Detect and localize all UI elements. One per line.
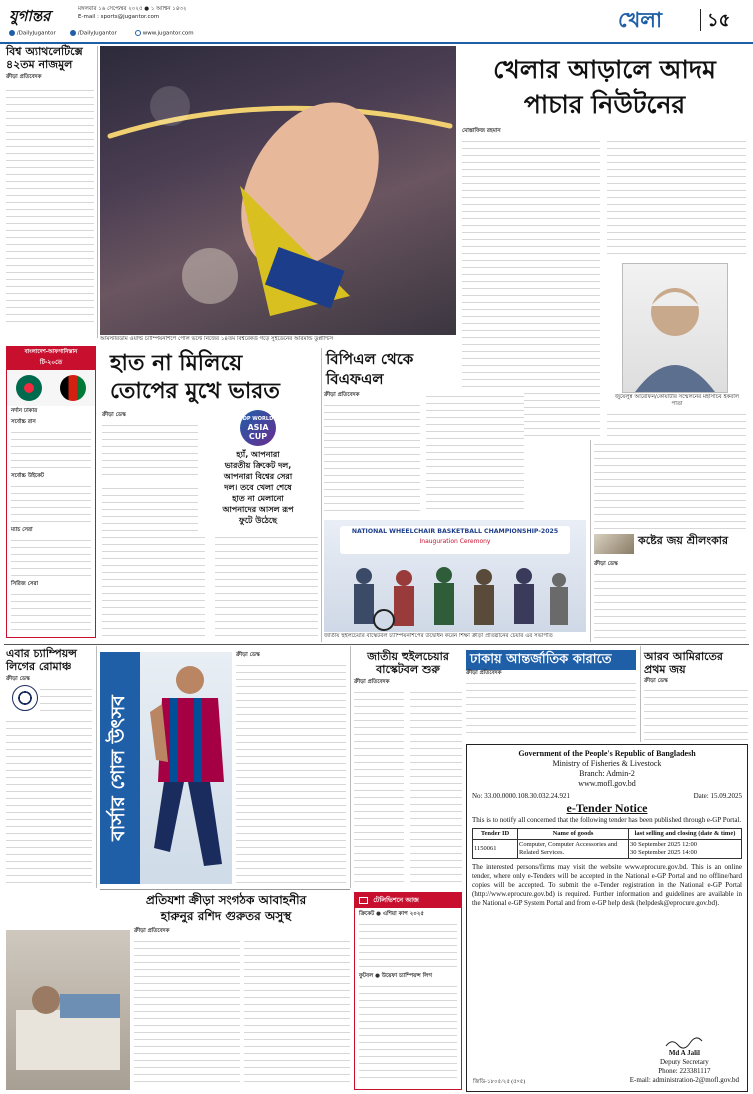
t20-box-subheader: নর্দান ঢাকার <box>11 408 38 414</box>
col-rule-2 <box>321 348 322 642</box>
tv-box-header <box>355 893 461 908</box>
tender-sign-name: Md A Jalil <box>668 1049 700 1057</box>
tender-notice <box>466 744 748 1092</box>
top-story-portrait-caption: জুয়েলুন্ন আরেফিন/কোয়ার্টার সম্মেলনের মহাসচিব ইকবাল পাতা <box>615 394 739 407</box>
tender-memo-date: Date: 15.09.2025 <box>693 792 742 800</box>
tv-item-1-text <box>359 920 457 970</box>
wheelchair-story <box>354 650 462 890</box>
barca-vertical-title: বার্সার গোল উৎসব <box>107 695 129 841</box>
facebook-icon <box>9 30 15 36</box>
tender-cell-dates <box>629 840 742 859</box>
top-story-byline: মোস্তাফিজ রহমান <box>462 128 501 134</box>
emirates-text <box>644 686 748 740</box>
harun-headline-1: প্রতিযশা ক্রীড়া সংগঠক আবাহনীর <box>145 893 307 907</box>
ucl-story <box>6 647 92 887</box>
bpl-byline: ক্রীড়া প্রতিবেদক <box>324 392 360 398</box>
footballer-illustration <box>140 652 232 884</box>
page-number: ১৫ <box>707 10 731 31</box>
tender-sign-title: Deputy Secretary <box>659 1058 709 1066</box>
barca-byline: ক্রীড়া ডেস্ক <box>236 652 260 658</box>
tv-box <box>354 892 462 1090</box>
tender-sign-phone: Phone: 223381117 <box>658 1067 711 1075</box>
afghanistan-flag-icon <box>60 375 86 401</box>
barca-vertical-band <box>100 652 140 884</box>
karate-body <box>466 670 636 738</box>
wheelchair-text <box>354 688 404 888</box>
bpl-body <box>324 392 524 518</box>
table-row <box>473 840 742 859</box>
top-story-portrait <box>622 263 728 393</box>
harun-hospital-photo <box>6 930 130 1090</box>
left-column-title: বিশ্ব অ্যাথলেটিক্সে ৪২তম নাজমুল <box>6 45 83 71</box>
tender-footer-code: জিডি-১৮০৫/২৫ (৫×৫) <box>473 1079 526 1085</box>
asia-cup-quote-line2: ভারতীয় ক্রিকেট দল, <box>224 461 292 470</box>
tender-sign-email: E-mail: administration-2@mofl.gov.bd <box>629 1076 739 1084</box>
asia-cup-quote-line1: হ্যাঁ, আপনারা <box>236 450 280 459</box>
wheelchair-ceremony-photo <box>324 520 586 632</box>
lanka-story <box>594 534 746 640</box>
lanka-byline: ক্রীড়া ডেস্ক <box>594 561 618 567</box>
top-story-headline-1: খেলার আড়ালে আদম <box>493 55 716 84</box>
tender-title: e-Tender Notice <box>566 801 648 815</box>
karate-headline: ঢাকায় আন্তর্জাতিক কারাতে <box>466 650 636 670</box>
ceremony-people <box>324 520 586 632</box>
tender-table-header <box>473 829 742 840</box>
col-rule-6 <box>640 646 641 742</box>
asia-cup-quote-line6: আপনাদের আসল রূপ <box>222 505 294 514</box>
tender-cell-closing: 30 September 2025 14:00 <box>630 849 697 856</box>
emirates-byline: ক্রীড়া ডেস্ক <box>644 678 668 684</box>
karate-text <box>466 679 636 735</box>
tender-gov-line2: Ministry of Fisheries & Livestock <box>552 759 662 768</box>
ucl-byline: ক্রীড়া ডেস্ক <box>6 676 30 682</box>
t20-stat-label-4: সিরিজ সেরা <box>11 581 39 587</box>
ceremony-banner-title: NATIONAL WHEELCHAIR BASKETBALL CHAMPIONSHIP-2025 <box>351 528 559 535</box>
lanka-headline: কষ্টের জয় শ্রীলংকার <box>638 534 729 547</box>
col-rule-1 <box>97 46 98 338</box>
emirates-story <box>644 650 748 742</box>
col-rule-5 <box>350 646 351 888</box>
champions-league-logo-icon <box>12 685 38 711</box>
tender-memo-no: No: 33.00.0000.108.30.032.24.921 <box>472 792 570 800</box>
harun-text-1 <box>134 937 240 1087</box>
tender-cell-goods: Computer, Computer Accessories and Related Services. <box>518 840 629 859</box>
tender-gov-line1: Government of the People's Republic of Bangladesh <box>518 749 696 758</box>
masthead-dateline: মঙ্গলবার ১৬ সেপ্টেম্বর ২০২৫ ● ১ আশ্বিন ১৪৩২ <box>78 6 187 12</box>
tender-th-dates: last selling and closing (date & time) <box>629 829 742 840</box>
tv-item-2-text <box>359 982 457 1078</box>
ceremony-banner-sub: Inauguration Ceremony <box>419 538 491 545</box>
asia-cup-logo <box>240 410 276 446</box>
asia-cup-byline: ক্রীড়া ডেস্ক <box>102 412 126 418</box>
tender-memo-row <box>472 791 742 801</box>
asia-cup-quote-line7: ফুটে উঠেছে <box>239 516 277 525</box>
lanka-text <box>594 570 746 640</box>
globe-icon <box>135 30 141 36</box>
t20-stat-body-1 <box>11 428 91 472</box>
tv-item-2: ফুটবল ● উয়েফা চ্যাম্পিয়ন্স লিগ <box>359 973 432 979</box>
asia-cup-quote-box <box>198 410 318 534</box>
bpl-headline-2: বিএফএল <box>326 370 384 388</box>
emirates-headline: আরব আমিরাতের প্রথম জয় <box>644 650 723 676</box>
masthead <box>0 0 753 42</box>
top-story-continued <box>594 440 746 530</box>
t20-box-label: বাংলাদেশ-আফগানিস্তান <box>24 349 78 355</box>
asia-cup-text-left <box>102 484 205 640</box>
asia-cup-logo-line3: CUP <box>248 432 268 441</box>
social-fb-label: /DailyJugantor <box>16 30 56 37</box>
pole-vault-illustration <box>100 46 456 335</box>
ucl-text <box>40 685 92 713</box>
t20-stat-label-1: সর্বোচ্চ রান <box>11 419 36 425</box>
bpl-text-1 <box>324 401 420 515</box>
t20-box-header <box>7 347 95 370</box>
ucl-text-2 <box>6 717 92 885</box>
harun-text-2 <box>244 937 350 1087</box>
tender-gov-line3: Branch: Admin-2 <box>579 769 635 778</box>
asia-cup-headline: হাত না মিলিয়ে তোপের মুখে ভারত <box>110 351 280 404</box>
asia-cup-quote-line3: আপনারা বিশ্বের সেরা <box>223 472 293 481</box>
section-divider <box>700 9 701 31</box>
tender-th-goods: Name of goods <box>518 829 629 840</box>
bpl-headline-1: বিপিএল থেকে <box>326 350 414 368</box>
wheelchair-text-2 <box>410 688 462 888</box>
col-rule-3 <box>590 440 591 642</box>
t20-box <box>6 346 96 638</box>
t20-stat-body-3 <box>11 536 91 580</box>
tender-th-id: Tender ID <box>473 829 518 840</box>
top-story-text-col2b <box>607 410 746 438</box>
t20-box-flags <box>7 370 95 406</box>
tender-cell-id: 1150061 <box>473 840 518 859</box>
tender-body: The interested persons/firms may visit the website www.eprocure.gov.bd. This is an online tender, where only e-Tenders will be accepted in the National e-GP Portal and no offline/hard copies will be accepted. To submit the e-Tender registration in the National e-GP Portal (http://www.eprocure.gov.bd) is required. Further information and guidelines are available in the National e-GP System Portal and from e-GP help desk (helpdesk@eprocure.gov.bd). <box>472 863 742 907</box>
pole-vault-caption: আমস্টারডাম ওয়ার্ল্ড চ্যাম্পিয়নশিপে পোল ভল্টে নিজের ১৪তম বিশ্বরেকর্ড গড়ে সুইডেনের আরমান্ড ডুপ্লান্টিস <box>100 336 334 342</box>
tender-signature <box>630 1037 739 1085</box>
masthead-website <box>135 30 225 38</box>
wheelchair-photo-caption: জাতীয় হুইলচেয়ার বাস্কেটবল চ্যাম্পিয়নশিপের উদ্বোধন করেন শিক্ষা ক্রীড়া প্রতিষ্ঠানের চেয়ার এর সভাপতি <box>324 633 553 639</box>
social-tw-label: /DailyJugantor <box>77 30 117 37</box>
tender-table <box>472 828 742 859</box>
pole-vault-photo <box>100 46 456 335</box>
twitter-icon <box>70 30 76 36</box>
hospital-bed-illustration <box>6 930 130 1090</box>
harun-headline-2: হারুনুর রশিদ গুরুতর অসুস্থ <box>160 909 292 923</box>
top-story-headline-2: পাচার নিউটনের <box>523 90 686 119</box>
masthead-logo: যুগান্তর <box>9 7 51 25</box>
harun-byline: ক্রীড়া প্রতিবেদক <box>134 928 170 934</box>
wheelchair-headline: জাতীয় হুইলচেয়ার বাস্কেটবল শুরু <box>367 650 449 676</box>
left-column-body <box>6 86 94 326</box>
barca-player-photo <box>140 652 232 884</box>
barca-text <box>236 661 346 887</box>
tender-gov-line4[interactable]: www.mofl.gov.bd <box>578 779 636 788</box>
website-label: www.jugantor.com <box>142 30 194 37</box>
harun-body <box>134 928 350 1088</box>
asia-cup-quote-line5: হাত না মেলানো <box>232 494 284 503</box>
asia-cup-logo-line1: DP WORLD <box>242 416 274 422</box>
ucl-headline: এবার চ্যাম্পিয়ন্স লিগের রোমাঞ্চ <box>6 647 77 673</box>
masthead-email: E-mail : sports@jugantor.com <box>78 14 160 20</box>
t20-stat-label-2: সর্বোচ্চ উইকেট <box>11 473 45 479</box>
person-icon <box>623 264 727 392</box>
left-column-byline: ক্রীড়া প্রতিবেদক <box>6 74 42 80</box>
section-rule-middle <box>4 644 749 645</box>
signature-scribble <box>630 1037 739 1049</box>
masthead-rule <box>0 42 753 44</box>
col-rule-4 <box>96 646 97 888</box>
asia-cup-logo-line2: ASIA <box>247 423 269 432</box>
wheelchair-byline: ক্রীড়া প্রতিবেদক <box>354 679 390 685</box>
top-story-text-col2a <box>607 137 746 257</box>
bpl-text-2 <box>426 392 524 515</box>
bangladesh-flag-icon <box>16 375 42 401</box>
tender-intro: This is to notify all concerned that the following tender has been published through e-GP Portal. <box>472 816 742 824</box>
barca-body <box>236 652 346 888</box>
tv-icon <box>359 897 368 904</box>
tender-cell-selling: 30 September 2025 12:00 <box>630 841 697 848</box>
tv-item-1: ক্রিকেট ● এশিয়া কাপ ২০২৫ <box>359 911 425 917</box>
t20-box-sub: টি-২০তে <box>39 359 63 366</box>
t20-stat-body-4 <box>11 590 91 630</box>
left-column-story <box>6 45 94 330</box>
cricket-illustration <box>594 534 634 554</box>
section-name: খেলা <box>618 8 663 32</box>
t20-stat-body-2 <box>11 482 91 526</box>
t20-stat-label-3: ম্যাচ সেরা <box>11 527 33 533</box>
asia-cup-quote-line4: দল। তবে খেলা শেষে <box>224 483 292 492</box>
karate-byline: ক্রীড়া প্রতিবেদক <box>466 670 502 676</box>
tv-box-label: টেলিভিশনে আজ <box>373 896 419 904</box>
asia-cup-quote <box>198 449 318 526</box>
section-rule-lower <box>100 889 350 890</box>
